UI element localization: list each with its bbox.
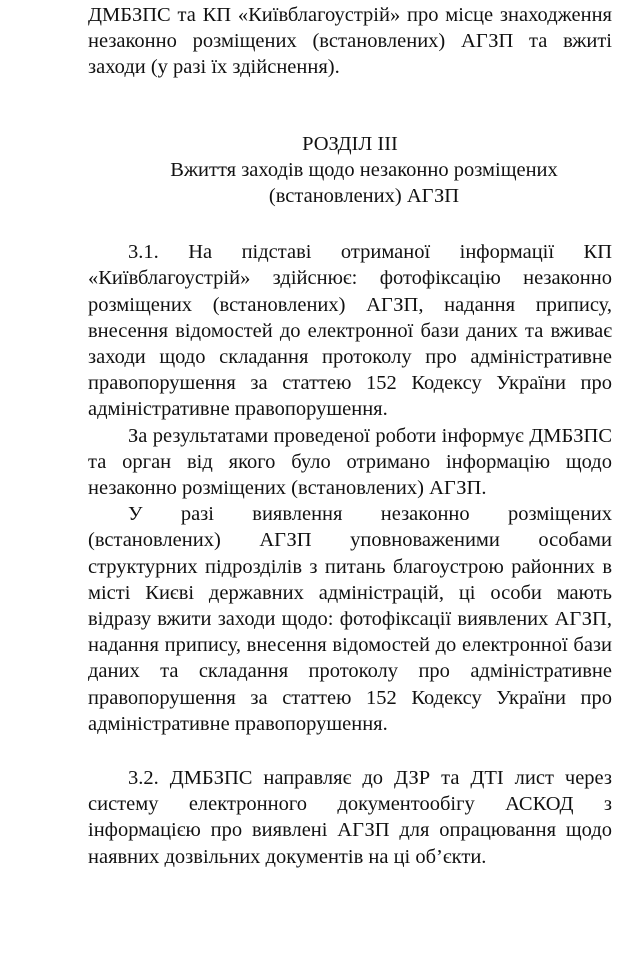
paragraph-3-2: 3.2. ДМБЗПС направляє до ДЗР та ДТІ лист через систему електронного документообігу АСКОД з інформацією про виявлені АГЗП для опрацювання щодо наявних дозвільних документів на ці об’єкти. xyxy=(88,767,612,868)
section-subtitle-line-2: (встановлених) АГЗП xyxy=(268,185,460,208)
paragraph-results: За результатами проведеної роботи інформує ДМБЗПС та орган від якого було отримано інформацію щодо незаконно розміщених (встановлених) АГЗП. xyxy=(88,424,612,500)
paragraph-detection: У разі виявлення незаконно розміщених (встановлених) АГЗП уповноваженими особами структурних підрозділів з питань благоустрою районних в місті Києві державних адміністрацій, ці особи мають відразу вжити заходи щодо: фотофіксації виявлених АГЗП, надання припису, внесення відомостей до електронної бази даних та складання протоколу про адміністративне правопорушення за статтею 152 Кодексу України про адміністративне правопорушення. xyxy=(88,503,612,735)
paragraph-3-1: 3.1. На підставі отриманої інформації КП «Київблагоустрій» здійснює: фотофіксацію незаконно розміщених (встановлених) АГЗП, надання припису, внесення відомостей до електронної бази даних та вживає заходи щодо складання протоколу про адміністративне правопорушення за статтею 152 Кодексу України про адміністративне правопорушення. xyxy=(88,241,612,421)
spacer xyxy=(88,209,612,239)
intro-paragraph: ДМБЗПС та КП «Київблагоустрій» про місце знаходження незаконно розміщених (встановлених) АГЗП та вжиті заходи (у разі їх здійснення). xyxy=(88,4,612,79)
spacer xyxy=(88,737,612,765)
spacer xyxy=(88,81,612,131)
document-page xyxy=(88,2,612,870)
section-title: РОЗДІЛ ІІІ xyxy=(302,132,398,155)
section-subtitle-line-1: Вжиття заходів щодо незаконно розміщених xyxy=(170,158,558,181)
